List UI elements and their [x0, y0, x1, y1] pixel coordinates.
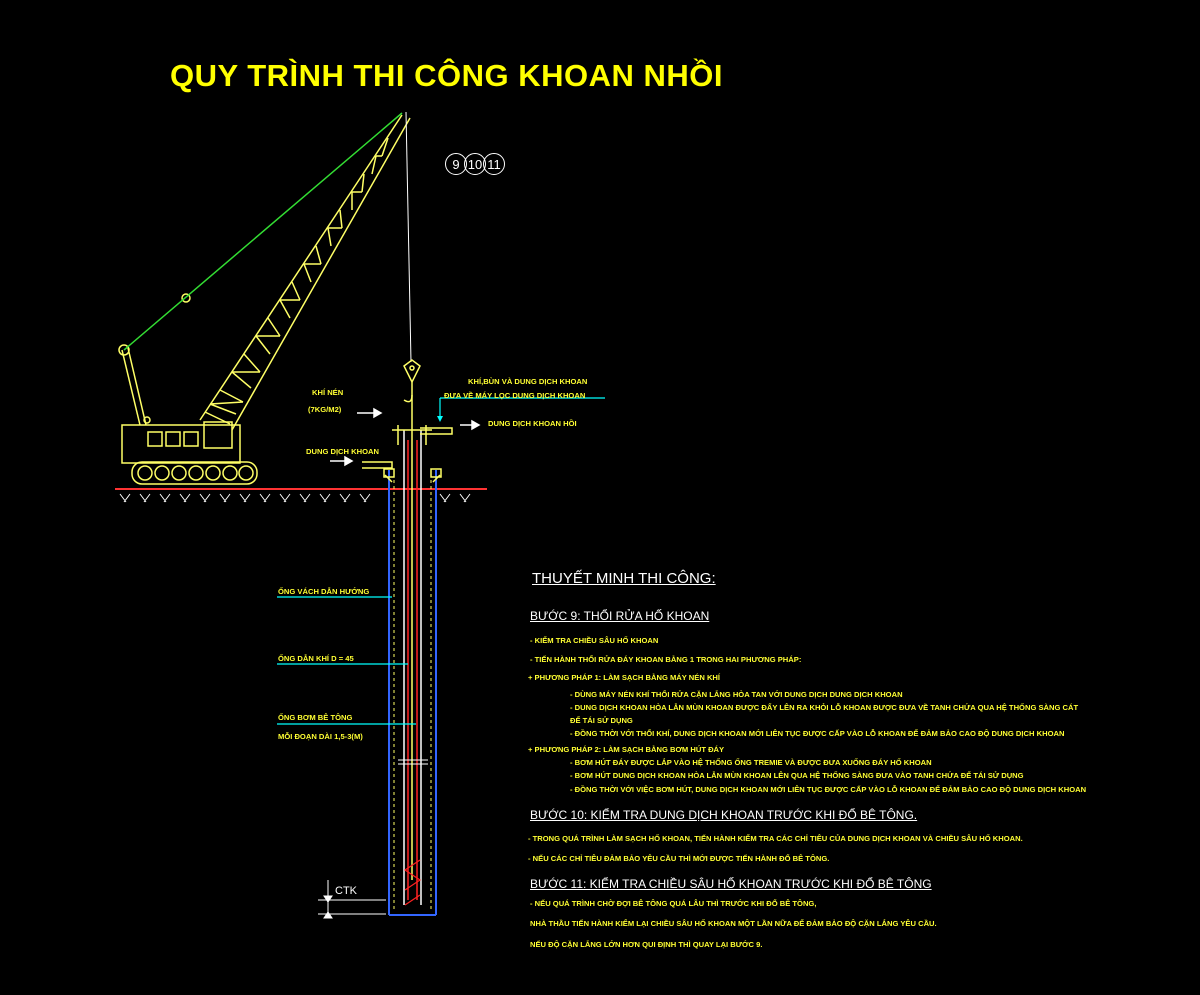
step9-line-2: - TIẾN HÀNH THỔI RỬA ĐÁY KHOAN BẰNG 1 TRONG HAI PHƯƠNG PHÁP: [530, 655, 802, 664]
step9-line-9: - BƠM HÚT ĐÁY ĐƯỢC LẮP VÀO HỆ THỐNG ỐNG TREMIE VÀ ĐƯỢC ĐƯA XUỐNG ĐÁY HỐ KHOAN [570, 758, 932, 767]
step9-line-5: - DUNG DỊCH KHOAN HÒA LẪN MÙN KHOAN ĐƯỢC ĐẨY LÊN RA KHỎI LỖ KHOAN ĐƯỢC ĐƯA VỀ TANH CHỨA QUA HỆ THỐNG SÀNG CÁT [570, 703, 1079, 712]
step-badges [445, 153, 502, 175]
label-outlet-line1: KHÍ,BÙN VÀ DUNG DỊCH KHOAN [468, 377, 588, 386]
step11-line-3: NẾU ĐỘ CẶN LẮNG LỚN HƠN QUI ĐỊNH THÌ QUAY LẠI BƯỚC 9. [530, 940, 763, 949]
crane [119, 115, 410, 484]
step9-line-8: + PHƯƠNG PHÁP 2: LÀM SẠCH BẰNG BƠM HÚT ĐÁY [528, 745, 725, 754]
label-ctk: CTK [335, 885, 357, 897]
step-badge-9: 9 [445, 153, 467, 175]
step11-line-2: NHÀ THẦU TIẾN HÀNH KIỂM LẠI CHIỀU SÂU HỐ KHOAN MỘT LẦN NỮA ĐỂ ĐẢM BẢO ĐỘ CẶN LẮNG YÊU CẦU. [530, 919, 937, 928]
label-drilling-fluid-in: DUNG DỊCH KHOAN [306, 447, 379, 456]
label-fluid-return: DUNG DỊCH KHOAN HỒI [488, 419, 577, 428]
outlet-arrow [437, 416, 443, 422]
joint [398, 760, 428, 764]
inner-pipes [404, 395, 421, 905]
step9-line-10: - BƠM HÚT DUNG DỊCH KHOAN HÒA LẪN MÙN KHOAN LÊN QUA HỆ THỐNG SÀNG ĐƯA VÀO TANH CHỨA ĐỂ TÁI SỬ DỤNG [570, 771, 1024, 780]
step10-line-2: - NẾU CÁC CHỈ TIÊU ĐẢM BẢO YÊU CẦU THÌ MỚI ĐƯỢC TIẾN HÀNH ĐỔ BÊ TÔNG. [528, 854, 830, 863]
outlet-leader [440, 398, 605, 418]
label-pressure: (7KG/M2) [308, 405, 342, 414]
step10-title: BƯỚC 10: KIỂM TRA DUNG DỊCH KHOAN TRƯỚC KHI ĐỔ BÊ TÔNG. [530, 808, 918, 822]
label-concrete-pipe: ỐNG BƠM BÊ TÔNG [278, 713, 353, 722]
step9-line-6: ĐỂ TÁI SỬ DỤNG [570, 716, 633, 725]
step9-line-3: + PHƯƠNG PHÁP 1: LÀM SẠCH BẰNG MÁY NÉN KHÍ [528, 673, 721, 682]
page-title: QUY TRÌNH THI CÔNG KHOAN NHỒI [170, 58, 723, 93]
label-outlet-line2: ĐƯA VỀ MÁY LỌC DUNG DỊCH KHOAN [444, 391, 586, 400]
step-badge-11: 11 [483, 153, 505, 175]
label-compressed-air: KHÍ NÉN [312, 388, 344, 397]
notes-heading: THUYẾT MINH THI CÔNG: [532, 570, 716, 587]
step9-title: BƯỚC 9: THỔI RỬA HỐ KHOAN [530, 609, 710, 623]
label-segment-length: MỖI ĐOẠN DÀI 1,5-3(M) [278, 732, 363, 741]
crane-cable [124, 113, 402, 350]
step9-line-7: - ĐỒNG THỜI VỚI THỔI KHÍ, DUNG DỊCH KHOAN MỚI LIÊN TỤC ĐƯỢC CẤP VÀO LỖ KHOAN ĐỂ ĐẢM BẢO CAO ĐỘ DUNG DỊCH KHOAN [570, 729, 1065, 738]
step9-line-4: - DÙNG MÁY NÉN KHÍ THỔI RỬA CẶN LẮNG HÒA TAN VỚI DUNG DỊCH DUNG DỊCH KHOAN [570, 690, 903, 699]
label-casing: ỐNG VÁCH DẪN HƯỚNG [278, 587, 370, 596]
label-air-pipe: ỐNG DẪN KHÍ D = 45 [278, 654, 354, 663]
step11-title: BƯỚC 11: KIỂM TRA CHIỀU SÂU HỐ KHOAN TRƯỚC KHI ĐỔ BÊ TÔNG [530, 877, 932, 891]
step9-line-1: - KIỂM TRA CHIỀU SÂU HỐ KHOAN [530, 636, 659, 645]
step-badge-10: 10 [464, 153, 486, 175]
step11-line-1: - NẾU QUÁ TRÌNH CHỜ ĐỢI BÊ TÔNG QUÁ LÂU THÌ TRƯỚC KHI ĐỔ BÊ TÔNG, [530, 899, 817, 908]
step10-line-1: - TRONG QUÁ TRÌNH LÀM SẠCH HỐ KHOAN, TIẾN HÀNH KIỂM TRA CÁC CHỈ TIÊU CỦA DUNG DỊCH KHOAN VÀ CHIỀU SÂU HỐ KHOAN. [528, 834, 1023, 843]
hoist-line [406, 112, 411, 362]
step9-line-11: - ĐỒNG THỜI VỚI VIỆC BƠM HÚT, DUNG DỊCH KHOAN MỚI LIÊN TỤC ĐƯỢC CẤP VÀO LỖ KHOAN ĐỂ ĐẢM BẢO CAO ĐỘ DUNG DỊCH KHOAN [570, 785, 1087, 794]
